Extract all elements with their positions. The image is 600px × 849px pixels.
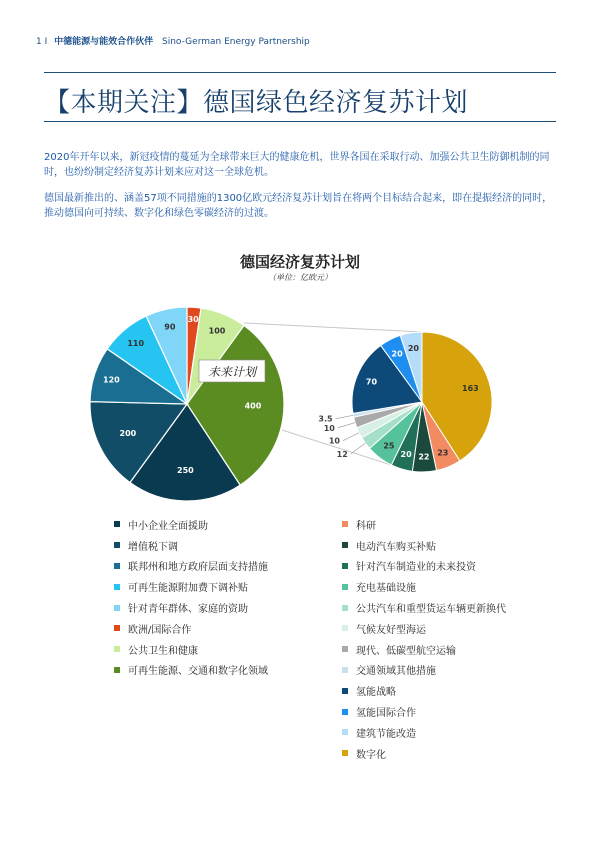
legend-left-swatch-6 bbox=[114, 646, 120, 652]
chart-title: 德国经济复苏计划 bbox=[239, 253, 360, 271]
legend-right-label-11: 数字化 bbox=[356, 749, 386, 761]
detail-pie-value-label-7: 10 bbox=[323, 423, 335, 433]
legend-right-label-7: 交通领域其他措施 bbox=[356, 666, 436, 678]
legend-left-item-0 bbox=[114, 514, 268, 535]
legend-right-swatch-11 bbox=[342, 750, 348, 756]
main-pie-value-label-2: 400 bbox=[244, 401, 262, 411]
legend-left bbox=[114, 514, 268, 680]
legend-right-label-2: 针对汽车制造业的未来投资 bbox=[356, 562, 476, 574]
page-number: 1 I bbox=[36, 37, 48, 47]
legend-right-item-9 bbox=[342, 701, 506, 722]
detail-pie-value-label-2: 22 bbox=[418, 452, 430, 462]
chart-unit: （单位：亿欧元） bbox=[268, 273, 332, 282]
detail-pie-value-label-8: 3.5 bbox=[318, 414, 333, 424]
legend-left-label-3: 可再生能源附加费下调补贴 bbox=[128, 583, 248, 595]
legend-right-swatch-1 bbox=[342, 542, 348, 548]
legend-left-label-6: 公共卫生和健康 bbox=[128, 645, 198, 657]
legend-right-label-5: 气候友好型海运 bbox=[356, 624, 426, 636]
legend-right-swatch-0 bbox=[342, 521, 348, 527]
legend-left-label-5: 欧洲/国际合作 bbox=[128, 624, 192, 636]
legend-left-swatch-4 bbox=[114, 605, 120, 611]
detail-pie-leader-6 bbox=[343, 433, 359, 441]
page-title: 【本期关注】德国绿色经济复苏计划 bbox=[44, 88, 469, 118]
header-title-cn: 中德能源与能效合作伙伴 bbox=[54, 37, 154, 47]
legend-left-label-1: 增值税下调 bbox=[128, 541, 178, 553]
legend-right-item-7 bbox=[342, 660, 506, 681]
main-pie-value-label-4: 200 bbox=[119, 429, 137, 439]
legend-left-label-0: 中小企业全面援助 bbox=[128, 520, 208, 532]
legend-left-label-7: 可再生能源、交通和数字化领域 bbox=[128, 666, 268, 678]
legend-left-item-6 bbox=[114, 639, 268, 660]
plan-paragraph: 德国最新推出的、涵盖57项不同措施的1300亿欧元经济复苏计划旨在将两个目标结合起来，即在提振经济的同时，推动德国向可持续、数字化和绿色零碳经济的过渡。 bbox=[44, 193, 553, 219]
callout-label: 未来计划 bbox=[207, 365, 257, 379]
main-pie-value-label-5: 120 bbox=[103, 375, 120, 385]
main-pie-value-label-7: 90 bbox=[164, 322, 176, 332]
legend-left-label-2: 联邦州和地方政府层面支持措施 bbox=[128, 562, 268, 574]
legend-right-label-3: 充电基础设施 bbox=[356, 583, 416, 595]
main-pie-value-label-1: 100 bbox=[208, 326, 226, 336]
legend-right-item-1 bbox=[342, 535, 506, 556]
legend-right-swatch-3 bbox=[342, 584, 348, 590]
legend-left-item-1 bbox=[114, 535, 268, 556]
detail-pie-value-label-9: 70 bbox=[365, 377, 378, 387]
header-title-en: Sino-German Energy Partnership bbox=[162, 37, 310, 47]
legend-left-swatch-5 bbox=[114, 625, 120, 631]
legend-right-item-10 bbox=[342, 722, 506, 743]
main-pie-value-label-6: 110 bbox=[127, 339, 145, 349]
detail-pie-value-label-5: 12 bbox=[336, 449, 348, 459]
legend-right-swatch-2 bbox=[342, 563, 348, 569]
legend-left-swatch-3 bbox=[114, 584, 120, 590]
main-pie-value-label-3: 250 bbox=[177, 465, 194, 475]
detail-pie-value-label-1: 23 bbox=[437, 448, 449, 458]
main-pie-value-label-0: 30 bbox=[187, 314, 199, 324]
legend-right-label-4: 公共汽车和重型货运车辆更新换代 bbox=[356, 604, 506, 616]
legend-left-swatch-2 bbox=[114, 563, 120, 569]
legend-right-item-8 bbox=[342, 680, 506, 701]
legend-left-item-2 bbox=[114, 556, 268, 577]
legend-right bbox=[342, 514, 506, 764]
legend-right-swatch-4 bbox=[342, 605, 348, 611]
legend-left-label-4: 针对青年群体、家庭的资助 bbox=[128, 604, 248, 616]
legend-right-item-5 bbox=[342, 618, 506, 639]
legend-right-item-3 bbox=[342, 576, 506, 597]
detail-pie-leader-8 bbox=[336, 415, 354, 418]
legend-right-item-0 bbox=[342, 514, 506, 535]
legend-left-swatch-7 bbox=[114, 667, 120, 673]
legend-right-label-6: 现代、低碳型航空运输 bbox=[356, 645, 456, 657]
detail-pie bbox=[352, 332, 492, 472]
legend-left-item-7 bbox=[114, 660, 268, 681]
legend-right-swatch-9 bbox=[342, 709, 348, 715]
legend-right-label-0: 科研 bbox=[356, 520, 376, 532]
detail-pie-value-label-0: 163 bbox=[462, 383, 479, 393]
legend-right-item-6 bbox=[342, 639, 506, 660]
detail-pie-value-label-10: 20 bbox=[391, 349, 403, 359]
detail-pie-leader-5 bbox=[351, 443, 366, 454]
legend-left-item-5 bbox=[114, 618, 268, 639]
legend-right-swatch-5 bbox=[342, 625, 348, 631]
intro-paragraph: 2020年开年以来，新冠疫情的蔓延为全球带来巨大的健康危机，世界各国在采取行动、加强公共卫生防御机制的同时，也纷纷制定经济复苏计划来应对这一全球危机。 bbox=[44, 152, 550, 178]
legend-right-item-2 bbox=[342, 556, 506, 577]
legend-right-item-4 bbox=[342, 597, 506, 618]
legend-right-label-10: 建筑节能改造 bbox=[356, 728, 416, 740]
detail-pie-value-label-11: 20 bbox=[407, 344, 419, 354]
legend-left-item-4 bbox=[114, 597, 268, 618]
legend-right-label-8: 氢能战略 bbox=[356, 687, 396, 699]
detail-pie-value-label-4: 25 bbox=[383, 441, 395, 451]
legend-right-swatch-8 bbox=[342, 688, 348, 694]
callout-box bbox=[199, 360, 265, 382]
detail-pie-leader-7 bbox=[338, 423, 355, 428]
legend-right-item-11 bbox=[342, 743, 506, 764]
legend-left-swatch-0 bbox=[114, 521, 120, 527]
legend-right-label-1: 电动汽车购买补贴 bbox=[356, 541, 436, 553]
legend-right-swatch-7 bbox=[342, 667, 348, 673]
legend-right-swatch-10 bbox=[342, 729, 348, 735]
connector-line-top bbox=[244, 323, 422, 332]
detail-pie-value-label-6: 10 bbox=[328, 436, 340, 446]
legend-left-swatch-1 bbox=[114, 542, 120, 548]
legend-right-swatch-6 bbox=[342, 646, 348, 652]
legend-right-label-9: 氢能国际合作 bbox=[356, 708, 416, 720]
detail-pie-value-label-3: 20 bbox=[400, 450, 412, 460]
legend-left-item-3 bbox=[114, 576, 268, 597]
